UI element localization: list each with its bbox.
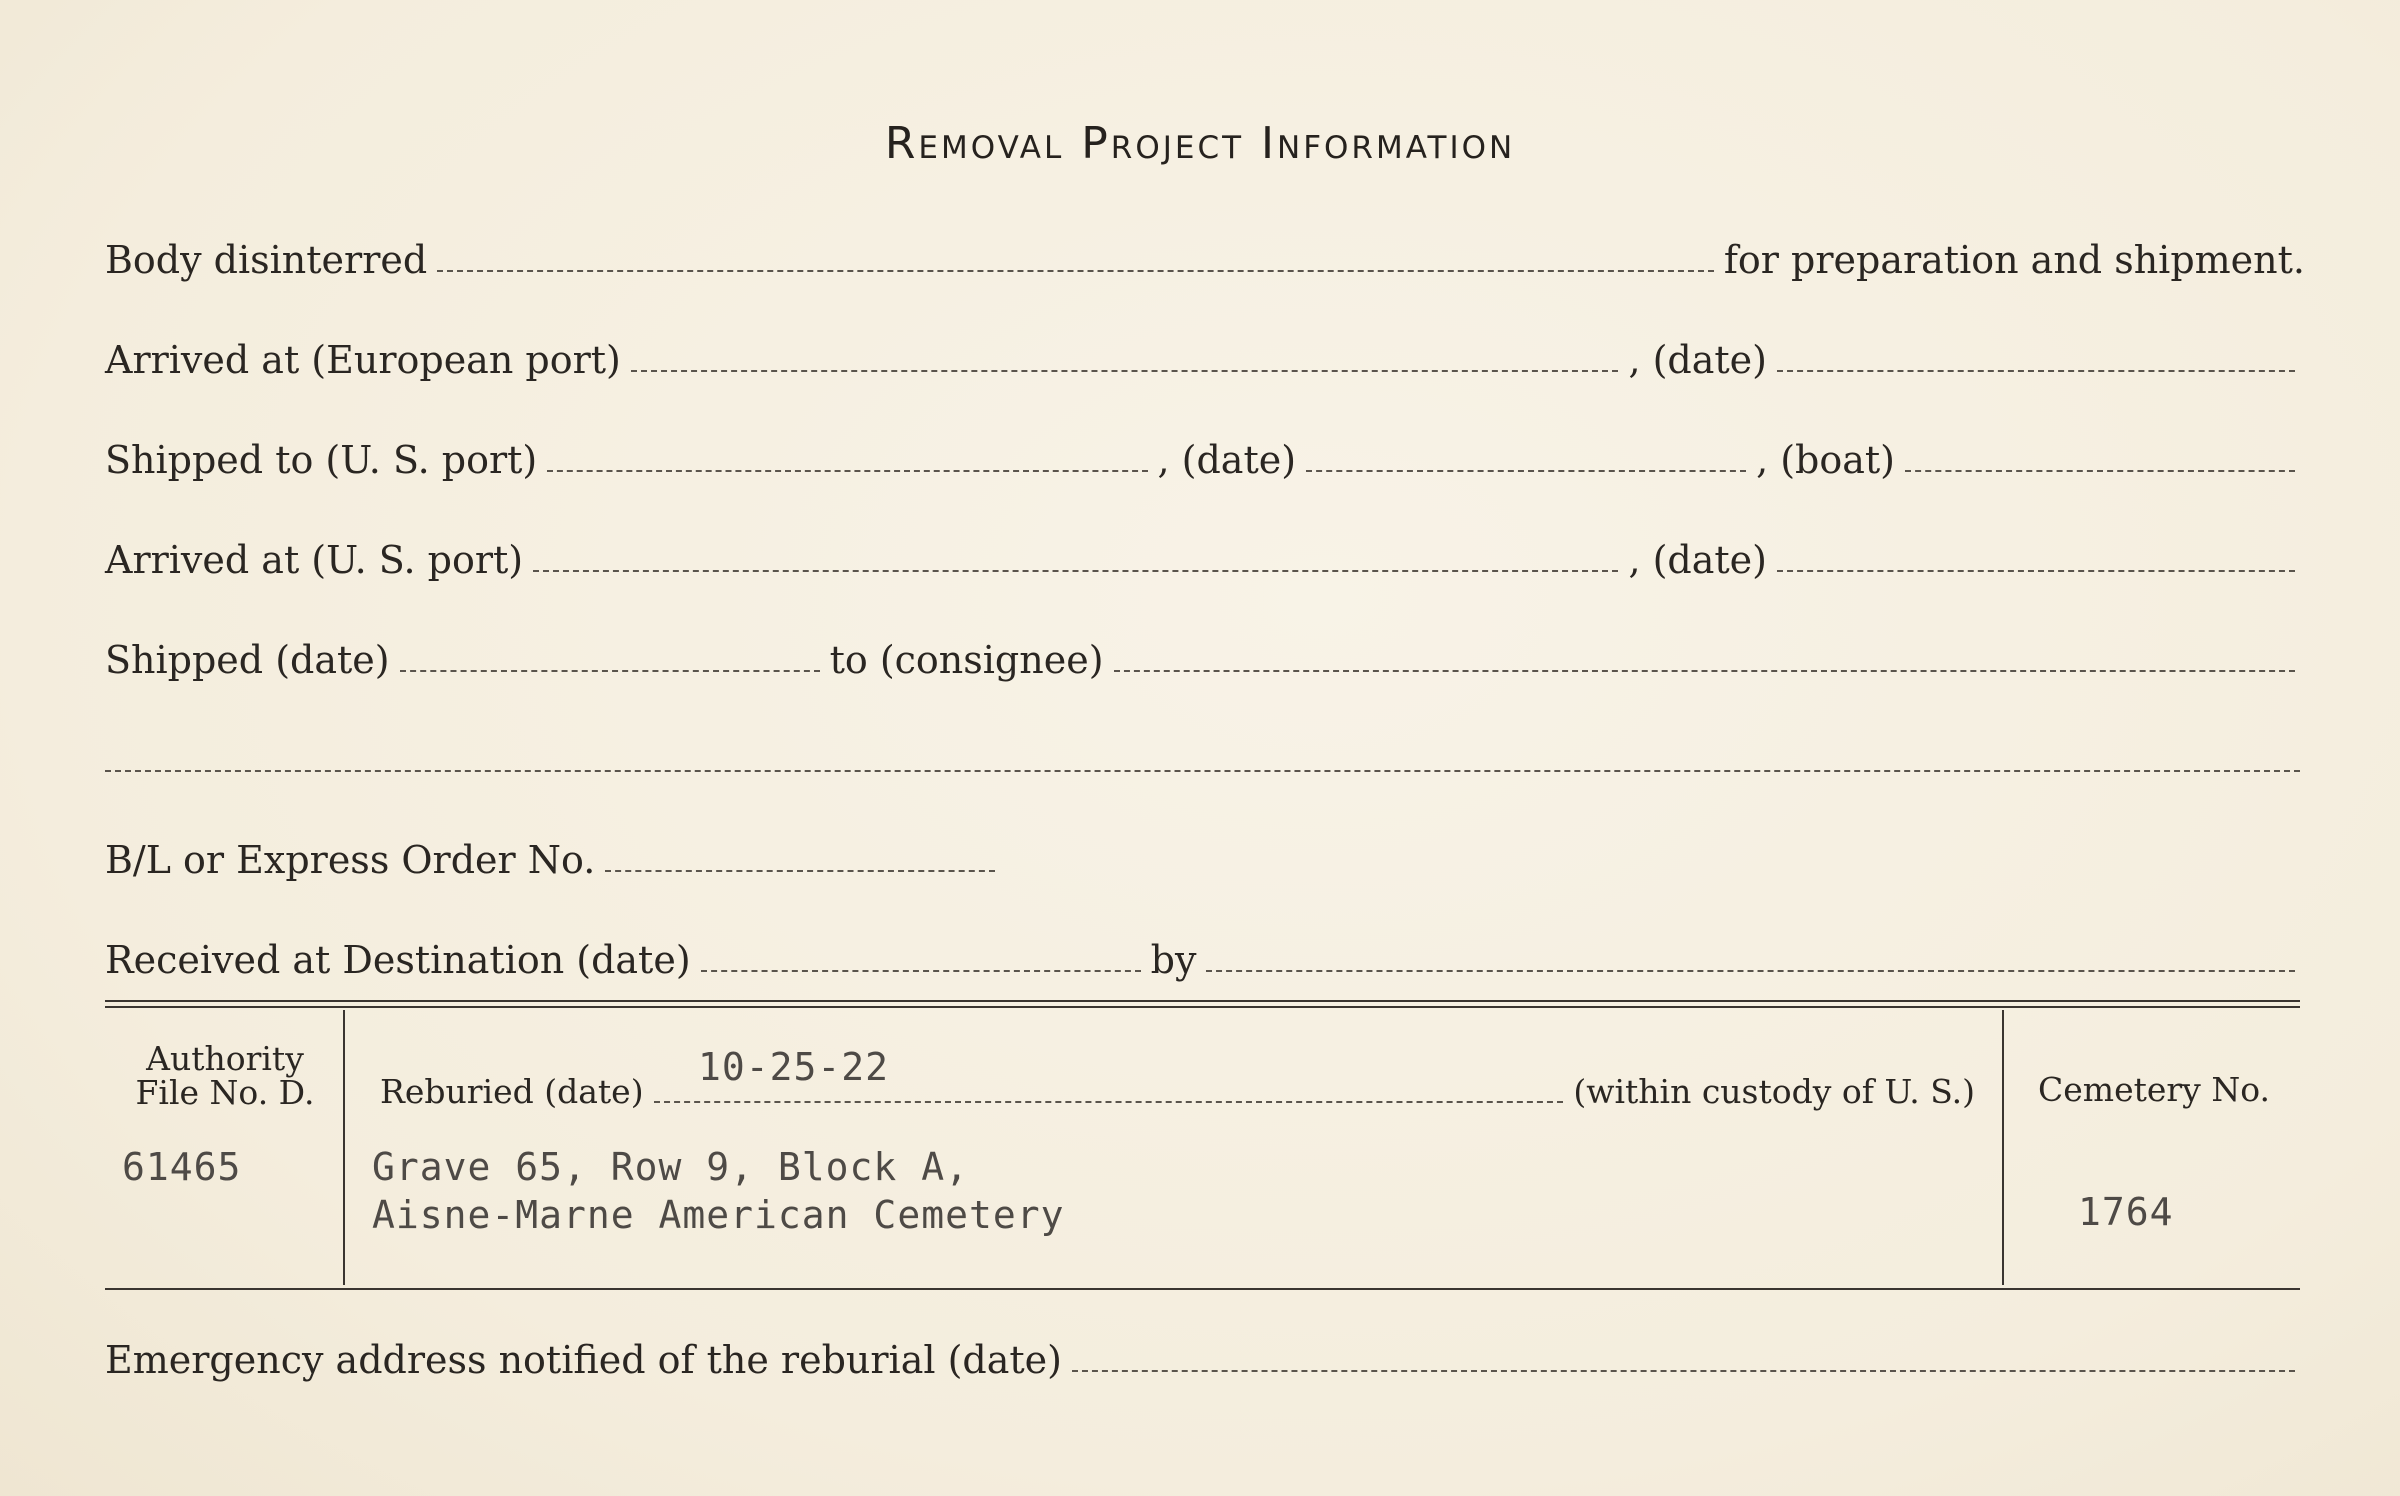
authority-label-line1: Authority: [146, 1039, 304, 1078]
row-shipped-us: [105, 438, 2305, 482]
cemetery-number: 1764: [2078, 1190, 2174, 1234]
arrived-european-label: Arrived at (European port): [105, 338, 621, 382]
body-disinterred-label: Body disinterred: [105, 238, 428, 282]
received-by-label: by: [1150, 938, 1197, 982]
grave-location-line2: Aisne-Marne American Cemetery: [372, 1193, 1065, 1237]
file-number: 61465: [122, 1145, 242, 1189]
box-top-rule: [105, 1000, 2300, 1002]
reburied-date-field: [654, 1101, 1564, 1103]
row-emergency: [105, 1338, 2305, 1382]
arrived-us-date-label: , (date): [1628, 538, 1767, 582]
row-received: [105, 938, 2305, 982]
row-body-disinterred: [105, 238, 2305, 282]
shipped-date-field: [400, 670, 820, 672]
received-by-field: [1206, 970, 2295, 972]
emergency-label: Emergency address notified of the reburial (date): [105, 1338, 1062, 1382]
shipped-us-date-label: , (date): [1157, 438, 1297, 482]
row-arrived-european: [105, 338, 2305, 382]
bl-order-field: [605, 870, 995, 872]
custody-note: (within custody of U. S.): [1573, 1072, 1975, 1111]
row-shipped-date: [105, 638, 2305, 682]
body-disinterred-field: [437, 270, 1714, 272]
emergency-date-field: [1072, 1370, 2295, 1372]
arrived-european-port-field: [631, 370, 1619, 372]
shipped-us-boat-label: , (boat): [1756, 438, 1895, 482]
received-label: Received at Destination (date): [105, 938, 691, 982]
reburied-label: Reburied (date): [380, 1072, 644, 1111]
reburied-date-value: 10-25-22: [698, 1045, 890, 1089]
shipped-us-date-field: [1306, 470, 1746, 472]
cemetery-no-label: Cemetery No.: [2038, 1070, 2270, 1109]
preparation-shipment-label: for preparation and shipment.: [1723, 238, 2305, 282]
box-divider-right: [2002, 1010, 2004, 1285]
arrived-us-port-field: [533, 570, 1618, 572]
arrived-us-date-field: [1777, 570, 2295, 572]
row-arrived-us: [105, 538, 2305, 582]
shipped-us-boat-field: [1905, 470, 2295, 472]
box-top-rule-2: [105, 1006, 2300, 1008]
consignee-label: to (consignee): [829, 638, 1104, 682]
consignee-continuation-field: [105, 770, 2300, 772]
arrived-us-label: Arrived at (U. S. port): [105, 538, 524, 582]
box-bottom-rule: [105, 1288, 2300, 1290]
consignee-field: [1114, 670, 2295, 672]
reburied-row: [380, 1072, 1975, 1111]
box-divider-left: [343, 1010, 345, 1285]
grave-location-line1: Grave 65, Row 9, Block A,: [372, 1145, 969, 1189]
shipped-date-label: Shipped (date): [105, 638, 390, 682]
authority-label-line2: File No. D.: [135, 1073, 315, 1112]
received-date-field: [701, 970, 1141, 972]
bl-order-label: B/L or Express Order No.: [105, 838, 596, 882]
arrived-european-date-label: , (date): [1628, 338, 1767, 382]
shipped-us-label: Shipped to (U. S. port): [105, 438, 538, 482]
authority-label: [110, 1039, 340, 1112]
arrived-european-date-field: [1777, 370, 2295, 372]
shipped-us-port-field: [547, 470, 1147, 472]
row-bl-order: [105, 838, 1005, 882]
card-title: Removal Project Information: [884, 118, 1516, 169]
